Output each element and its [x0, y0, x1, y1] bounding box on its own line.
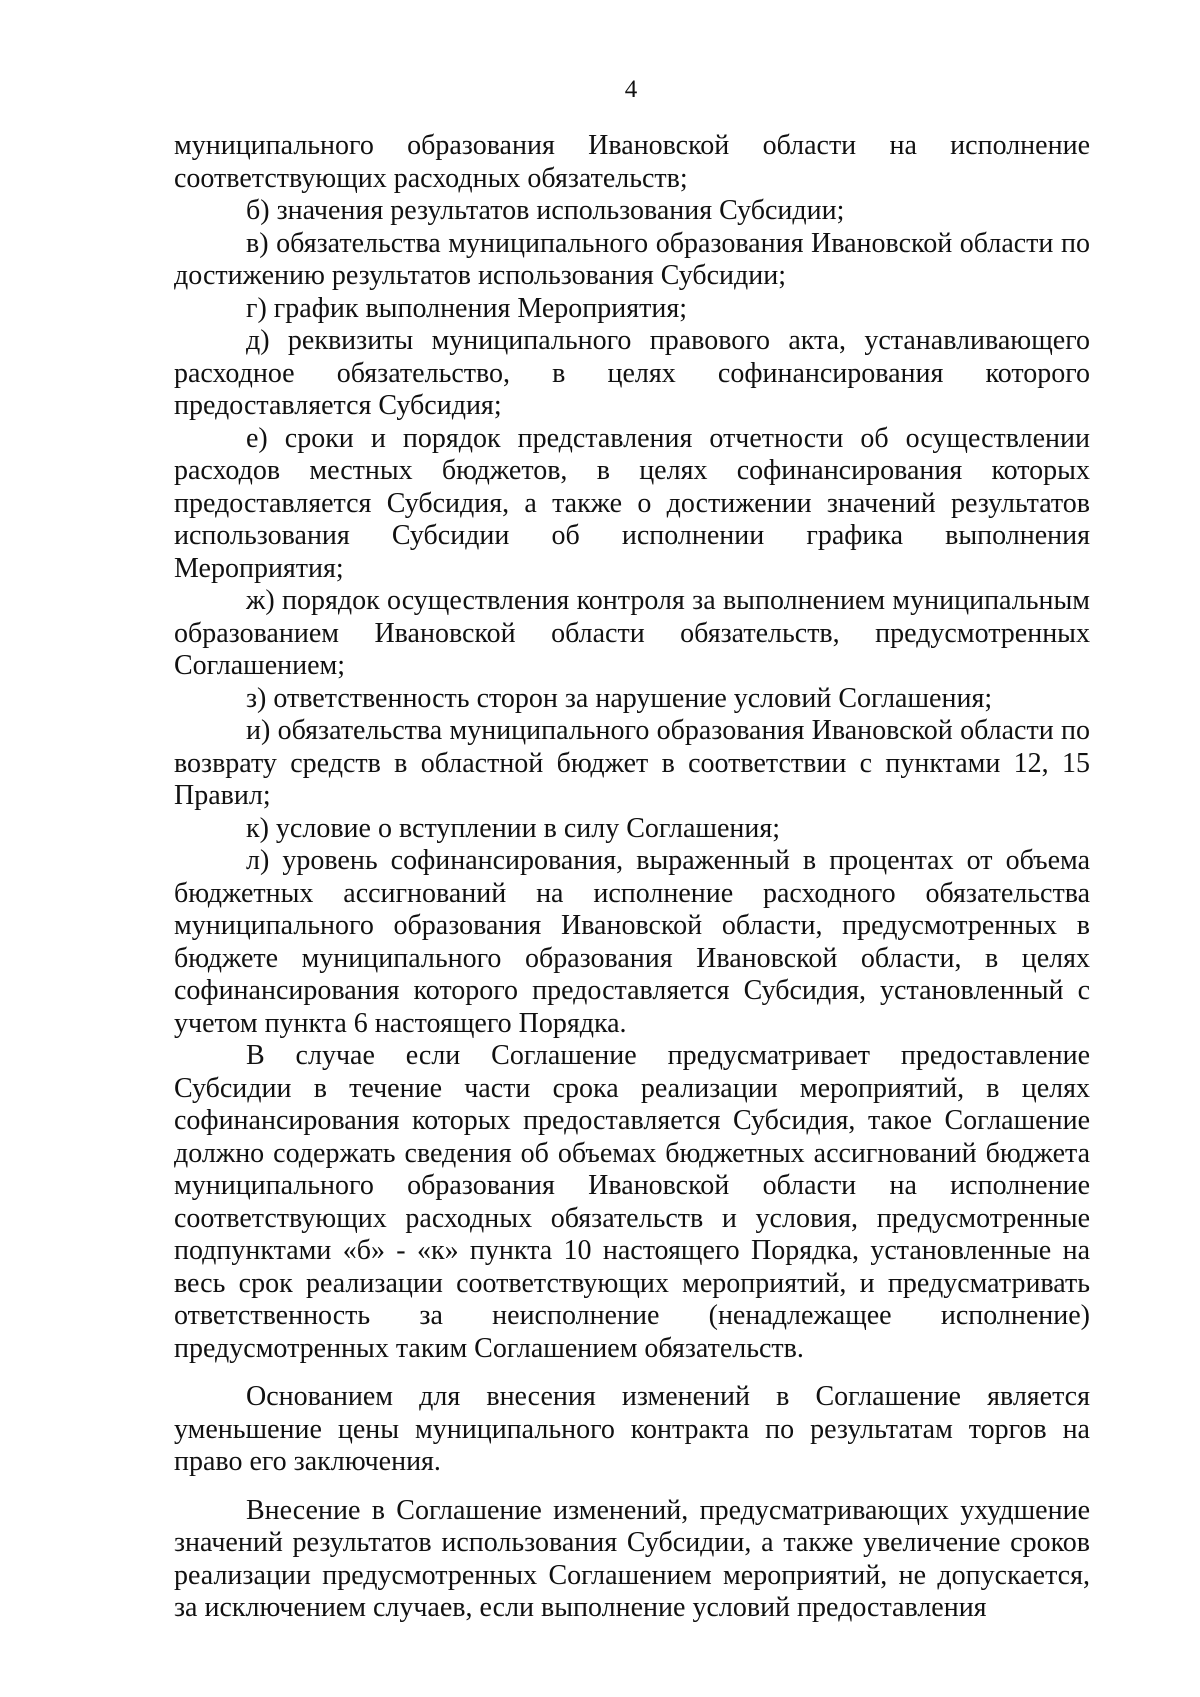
paragraph-item-i: и) обязательства муниципального образования Ивановской области по возврату средств в областной бюджет в соответствии с пунктами 12, 15 Правил;	[174, 715, 1090, 811]
paragraph-partial-period: В случае если Соглашение предусматривает предоставление Субсидии в течение части срока реализации мероприятий, в целях софинансирования которых предоставляется Субсидия, такое Соглашение должно содержать сведения об объемах бюджетных ассигнований бюджета муниципального образования Ивановской области на исполнение соответствующих расходных обязательств и условия, предусмотренные подпунктами «б» - «к» пункта 10 настоящего Порядка, установленные на весь срок реализации соответствующих мероприятий, и предусматривать ответственность за неисполнение (ненадлежащее исполнение) предусмотренных таким Соглашением обязательств.	[174, 1040, 1090, 1364]
paragraph-amendment-restriction: Внесение в Соглашение изменений, предусматривающих ухудшение значений результатов использования Субсидии, а также увеличение сроков реализации предусмотренных Соглашением мероприятий, не допускается, за исключением случаев, если выполнение условий предоставления	[174, 1494, 1090, 1623]
paragraph-item-v: в) обязательства муниципального образования Ивановской области по достижению результатов использования Субсидии;	[174, 227, 1090, 291]
paragraph-item-l: л) уровень софинансирования, выраженный в процентах от объема бюджетных ассигнований на исполнение расходного обязательства муниципального образования Ивановской области, предусмотренных в бюджете муниципального образования Ивановской области, в целях софинансирования которого предоставляется Субсидия, установленный с учетом пункта 6 настоящего Порядка.	[174, 845, 1090, 1039]
paragraph-item-d: д) реквизиты муниципального правового акта, устанавливающего расходное обязательство, в целях софинансирования которого предоставляется Субсидия;	[174, 325, 1090, 421]
paragraph-amendment-basis: Основанием для внесения изменений в Соглашение является уменьшение цены муниципального контракта по результатам торгов на право его заключения.	[174, 1381, 1090, 1477]
document-body	[174, 130, 1090, 1625]
page-number: 4	[624, 76, 638, 103]
paragraph-item-e: е) сроки и порядок представления отчетности об осуществлении расходов местных бюджетов, в целях софинансирования которых предоставляется Субсидия, а также о достижении значений результатов использования Субсидии об исполнении графика выполнения Мероприятия;	[174, 422, 1090, 584]
paragraph-continuation: муниципального образования Ивановской области на исполнение соответствующих расходных обязательств;	[174, 130, 1090, 194]
paragraph-item-g: г) график выполнения Мероприятия;	[246, 292, 688, 324]
paragraph-item-zh: ж) порядок осуществления контроля за выполнением муниципальным образованием Ивановской области обязательств, предусмотренных Соглашением;	[174, 585, 1090, 681]
paragraph-item-k: к) условие о вступлении в силу Соглашения;	[246, 812, 781, 844]
paragraph-item-b: б) значения результатов использования Субсидии;	[246, 195, 845, 226]
paragraph-item-z: з) ответственность сторон за нарушение условий Соглашения;	[246, 682, 993, 714]
